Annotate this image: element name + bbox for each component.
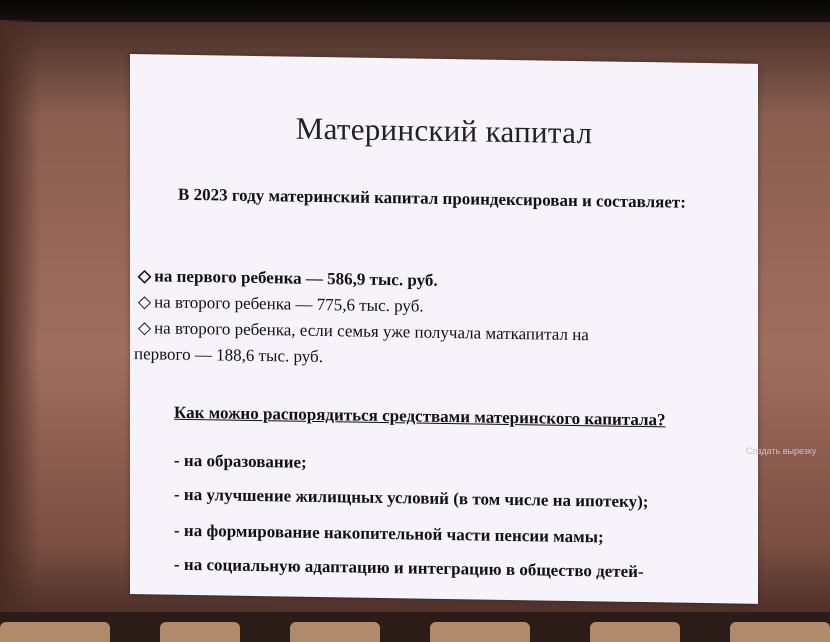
use-item-education: - на образование; [174,450,307,472]
use-item-social-adaptation: - на социальную адаптацию и интеграцию в общество детей- [174,554,644,582]
projected-slide [130,54,758,604]
audience-seat [430,622,530,642]
use-item-pension: - на формирование накопительной части пенсии мамы; [174,520,604,547]
wall-shadow [0,20,40,620]
slide-title: Материнский капитал [295,110,593,151]
snipping-overlay-text: Создать вырезку [746,446,817,456]
stage-floor [0,612,830,642]
amount-first-child [138,266,438,291]
diamond-bullet-icon: ◇ [138,292,152,312]
amount-text: на второго ребенка, если семья уже получала маткапитал на [154,318,589,345]
ceiling-edge [0,0,830,22]
lead-paragraph: В 2023 году материнский капитал проиндексирован и составляет: [178,184,686,212]
amount-text: на первого ребенка — 586,9 тыс. руб. [154,266,438,290]
audience-seat [0,622,110,642]
audience-seat [730,622,830,642]
diamond-bullet-icon: ◇ [138,318,152,338]
audience-seat [160,622,240,642]
amount-text: на второго ребенка — 775,6 тыс. руб. [154,292,424,316]
amount-continuation: первого — 188,6 тыс. руб. [134,344,323,367]
audience-seat [290,622,380,642]
use-item-housing: - на улучшение жилищных условий (в том числе на ипотеку); [174,484,649,512]
uses-question: Как можно распорядиться средствами материнского капитала? [174,402,666,430]
audience-seat [590,622,680,642]
amount-second-child-after-first [138,318,589,345]
diamond-bullet-icon: ◇ [138,266,152,286]
amount-second-child [138,292,424,316]
